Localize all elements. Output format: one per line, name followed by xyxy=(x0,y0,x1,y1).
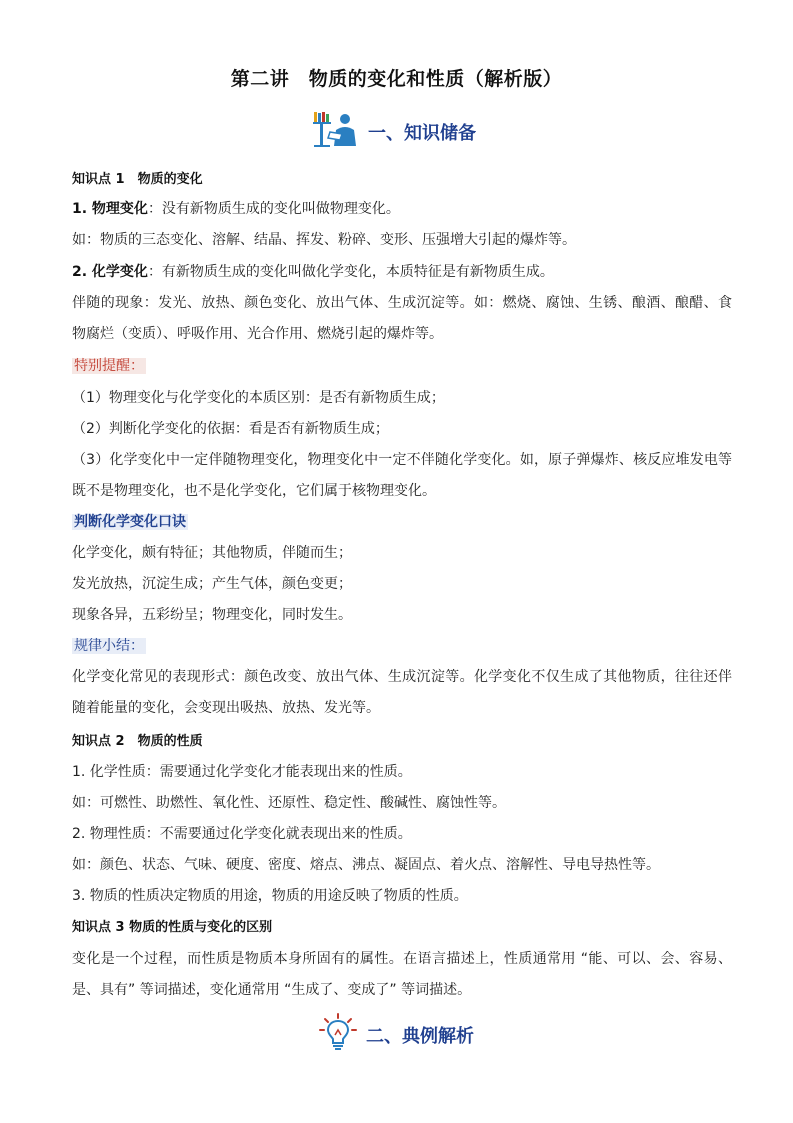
reminder-label-row xyxy=(72,356,732,376)
section-knowledge-header xyxy=(312,110,476,154)
kp2-item2: 2. 物理性质：不需要通过化学变化就表现出来的性质。 xyxy=(72,826,412,842)
kp2-item1-example: 如：可燃性、助燃性、氧化性、还原性、稳定性、酸碱性、腐蚀性等。 xyxy=(72,795,506,811)
kp1-physical-definition xyxy=(72,199,732,219)
rhyme-label-row xyxy=(72,512,732,532)
section-examples-title: 二、典例解析 xyxy=(366,1026,474,1047)
kp1-heading: 知识点 1 物质的变化 xyxy=(72,172,203,187)
kp1-phenomena-line2: 物腐烂（变质）、呼吸作用、光合作用、燃烧引起的爆炸等。 xyxy=(72,326,443,342)
physical-change-term: 1. 物理变化 xyxy=(72,201,148,217)
reminder-2: （2）判断化学变化的依据：看是否有新物质生成； xyxy=(72,421,389,437)
summary-label-row xyxy=(72,636,732,656)
reminder-label: 特别提醒： xyxy=(74,358,144,374)
kp2-heading: 知识点 2 物质的性质 xyxy=(72,734,203,749)
chemical-change-text: ：有新物质生成的变化叫做化学变化，本质特征是有新物质生成。 xyxy=(147,264,554,280)
kp3-line2: 是、具有” 等词描述，变化通常用 “生成了、变成了” 等词描述。 xyxy=(72,982,472,998)
summary-label: 规律小结： xyxy=(74,638,144,654)
summary-line1: 化学变化常见的表现形式：颜色改变、放出气体、生成沉淀等。化学变化不仅生成了其他物质，往往还伴 xyxy=(72,669,732,685)
kp2-item3: 3. 物质的性质决定物质的用途，物质的用途反映了物质的性质。 xyxy=(72,888,468,904)
rhyme-line-2: 发光放热，沉淀生成；产生气体，颜色变更； xyxy=(72,576,352,592)
kp3-line1: 变化是一个过程，而性质是物质本身所固有的属性。在语言描述上，性质通常用 “能、可以、会、容易、 xyxy=(72,951,732,967)
reminder-3-line1: （3）化学变化中一定伴随物理变化，物理变化中一定不伴随化学变化。如，原子弹爆炸、核反应堆发电等 xyxy=(72,452,732,468)
kp2-item1: 1. 化学性质：需要通过化学变化才能表现出来的性质。 xyxy=(72,764,412,780)
kp1-physical-example: 如：物质的三态变化、溶解、结晶、挥发、粉碎、变形、压强增大引起的爆炸等。 xyxy=(72,232,576,248)
summary-line2: 随着能量的变化，会变现出吸热、放热、发光等。 xyxy=(72,700,380,716)
rhyme-line-3: 现象各异，五彩纷呈；物理变化，同时发生。 xyxy=(72,607,352,623)
rhyme-line-1: 化学变化，颇有特征；其他物质，伴随而生； xyxy=(72,545,352,561)
section-examples-header xyxy=(318,1013,474,1057)
chemical-change-term: 2. 化学变化 xyxy=(72,264,148,280)
physical-change-text: ：没有新物质生成的变化叫做物理变化。 xyxy=(147,201,400,217)
rhyme-label: 判断化学变化口诀 xyxy=(74,514,186,530)
lightbulb-icon xyxy=(318,1013,358,1057)
kp1-phenomena-line1: 伴随的现象：发光、放热、颜色变化、放出气体、生成沉淀等。如：燃烧、腐蚀、生锈、酿酒、酿醋、食 xyxy=(72,295,732,311)
page-title: 第二讲 物质的变化和性质（解析版） xyxy=(230,68,563,90)
reminder-1: （1）物理变化与化学变化的本质区别：是否有新物质生成； xyxy=(72,390,445,406)
section-knowledge-title: 一、知识储备 xyxy=(368,123,476,144)
reading-person-icon xyxy=(312,110,360,154)
kp3-heading: 知识点 3 物质的性质与变化的区别 xyxy=(72,920,273,935)
kp2-item2-example: 如：颜色、状态、气味、硬度、密度、熔点、沸点、凝固点、着火点、溶解性、导电导热性等。 xyxy=(72,857,660,873)
reminder-3-line2: 既不是物理变化，也不是化学变化，它们属于核物理变化。 xyxy=(72,483,436,499)
kp1-chemical-definition xyxy=(72,262,732,282)
